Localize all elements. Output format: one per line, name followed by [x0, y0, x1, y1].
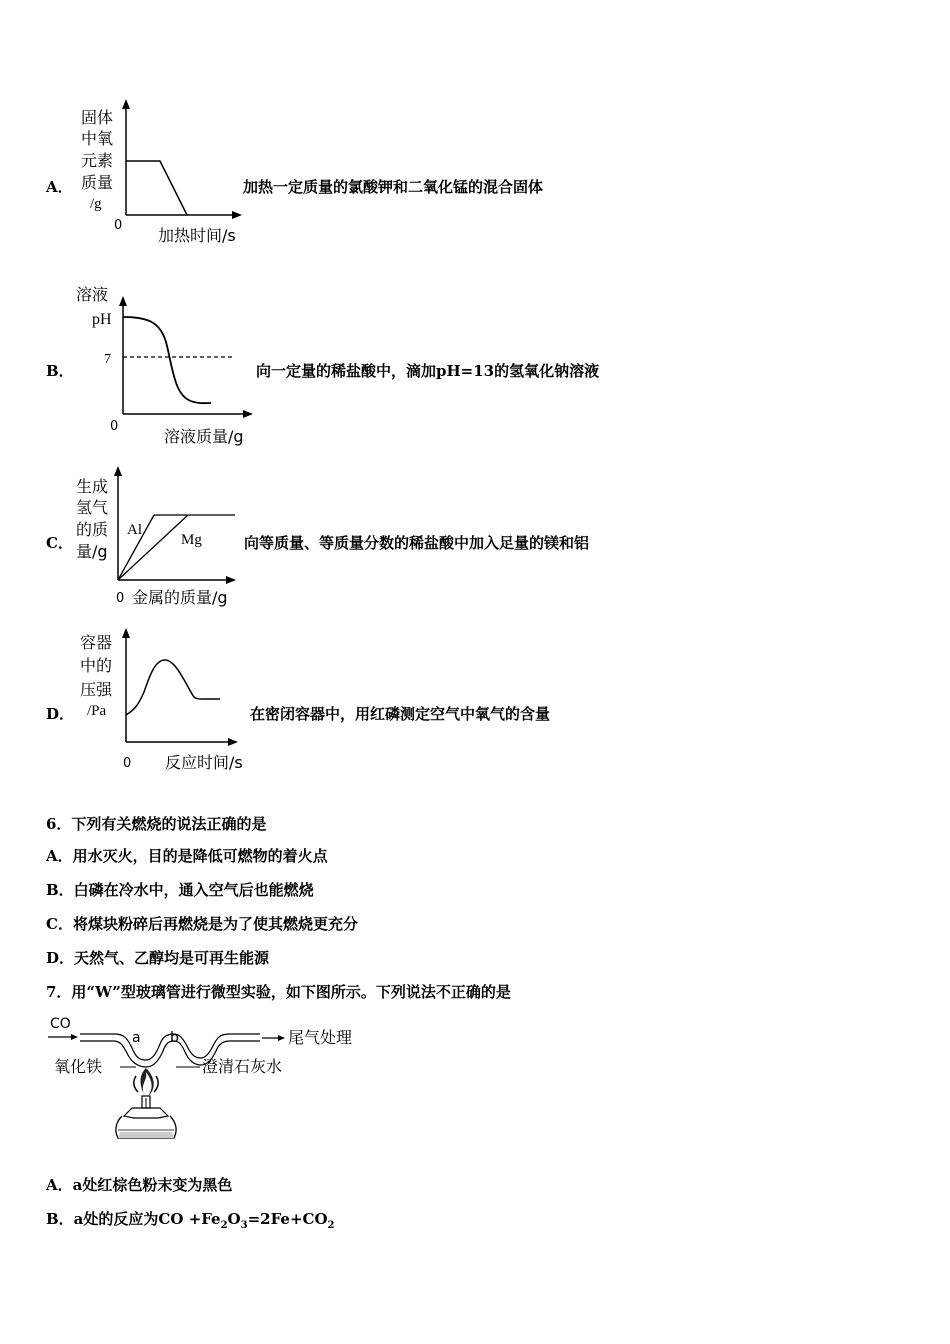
graph-d-curve: [126, 660, 220, 715]
option-b-letter: B．: [46, 362, 74, 380]
option-d-letter: D．: [46, 705, 75, 723]
graph-b: [70, 280, 260, 450]
q6-option-b: B．白磷在冷水中，通入空气后也能燃烧: [46, 881, 314, 899]
graph-b-tick-7: 7: [104, 352, 111, 367]
graph-d: [70, 620, 260, 780]
q6-option-a: A．用水灭火，目的是降低可燃物的着火点: [46, 847, 328, 865]
graph-a: [70, 95, 250, 250]
graph-a-origin: 0: [114, 218, 123, 233]
lamp-neck: [124, 1108, 168, 1118]
graph-b-curve: [123, 317, 211, 403]
tail-gas-label: 尾气处理: [288, 1028, 353, 1047]
graph-c-y-arrow: [114, 466, 122, 476]
label-b: b: [170, 1030, 179, 1046]
graph-a-xlabel: 加热时间/s: [158, 226, 236, 245]
graph-c-ylabel-3: 的质: [76, 520, 109, 539]
q7-option-b-mid1: O: [227, 1210, 241, 1228]
graph-b-ylabel-2: pH: [92, 311, 112, 328]
flame-rays: [134, 1076, 158, 1092]
graph-a-x-arrow: [232, 211, 242, 219]
graph-a-ylabel-1: 固体: [81, 108, 114, 127]
graph-d-origin: 0: [123, 756, 132, 771]
graph-d-ylabel-1: 容器: [80, 633, 113, 652]
graph-d-ylabel-2: 中的: [80, 656, 113, 675]
graph-c-ylabel-4: 量/g: [76, 542, 108, 561]
co-arrow-head: [71, 1034, 78, 1040]
graph-a-curve: [126, 161, 187, 215]
graph-b-ylabel-1: 溶液: [76, 285, 109, 304]
graph-c-origin: 0: [116, 591, 125, 606]
graph-a-ylabel-2: 中氧: [81, 129, 114, 148]
graph-c-x-arrow: [226, 576, 236, 584]
q6-stem: 6．下列有关燃烧的说法正确的是: [46, 815, 267, 833]
label-a: a: [132, 1030, 141, 1046]
graph-a-y-arrow: [122, 99, 130, 109]
option-a-letter: A．: [46, 178, 73, 196]
graph-c-ylabel-1: 生成: [76, 477, 109, 496]
iron-oxide-label: 氧化铁: [54, 1057, 103, 1076]
limewater-label: 澄清石灰水: [202, 1057, 283, 1076]
graph-b-description: 向一定量的稀盐酸中，滴加pH=13的氢氧化钠溶液: [256, 362, 600, 380]
q7-option-b-sub3: 2: [327, 1220, 335, 1231]
q6-option-c: C．将煤块粉碎后再燃烧是为了使其燃烧更充分: [46, 915, 358, 933]
q7-stem: 7．用“W”型玻璃管进行微型实验，如下图所示。下列说法不正确的是: [46, 983, 511, 1001]
graph-b-xlabel: 溶液质量/g: [164, 427, 244, 446]
graph-c-ylabel-2: 氢气: [76, 498, 109, 517]
q7-option-b-sub2: 3: [240, 1220, 248, 1231]
flame-icon: [141, 1068, 154, 1096]
graph-d-ylabel-4: /Pa: [87, 703, 107, 719]
graph-d-y-arrow: [122, 628, 130, 638]
graph-c-xlabel: 金属的质量/g: [132, 588, 228, 607]
q7-option-a: A．a处红棕色粉末变为黑色: [46, 1176, 233, 1194]
w-tube-diagram: [40, 1010, 360, 1145]
graph-d-description: 在密闭容器中，用红磷测定空气中氧气的含量: [250, 705, 551, 723]
co-label: CO: [50, 1016, 71, 1032]
graph-a-ylabel-4: 质量: [81, 173, 114, 192]
tail-arrow-head: [278, 1035, 285, 1041]
q7-option-b: [46, 1208, 335, 1231]
graph-a-description: 加热一定质量的氯酸钾和二氧化锰的混合固体: [243, 178, 544, 196]
option-c-letter: C．: [46, 534, 73, 552]
q7-option-b-mid2: =2Fe+CO: [247, 1210, 328, 1228]
graph-d-x-arrow: [228, 738, 238, 746]
graph-b-y-arrow: [119, 296, 127, 306]
graph-d-ylabel-3: 压强: [80, 680, 113, 699]
graph-d-xlabel: 反应时间/s: [165, 753, 243, 772]
q6-option-d: D．天然气、乙醇均是可再生能源: [46, 949, 270, 967]
graph-c-description: 向等质量、等质量分数的稀盐酸中加入足量的镁和铝: [244, 534, 590, 552]
graph-c-label-mg: Mg: [181, 532, 202, 548]
q7-option-b-prefix: B．a处的反应为CO +Fe: [46, 1210, 221, 1228]
q7-option-b-sub1: 2: [220, 1220, 228, 1231]
graph-a-ylabel-3: 元素: [81, 151, 114, 170]
graph-c: [70, 460, 245, 615]
lamp-liquid: [118, 1132, 174, 1138]
graph-b-origin: 0: [110, 419, 119, 434]
graph-b-x-arrow: [243, 410, 253, 418]
graph-c-label-al: Al: [127, 522, 142, 538]
graph-a-ylabel-5: /g: [90, 196, 102, 212]
